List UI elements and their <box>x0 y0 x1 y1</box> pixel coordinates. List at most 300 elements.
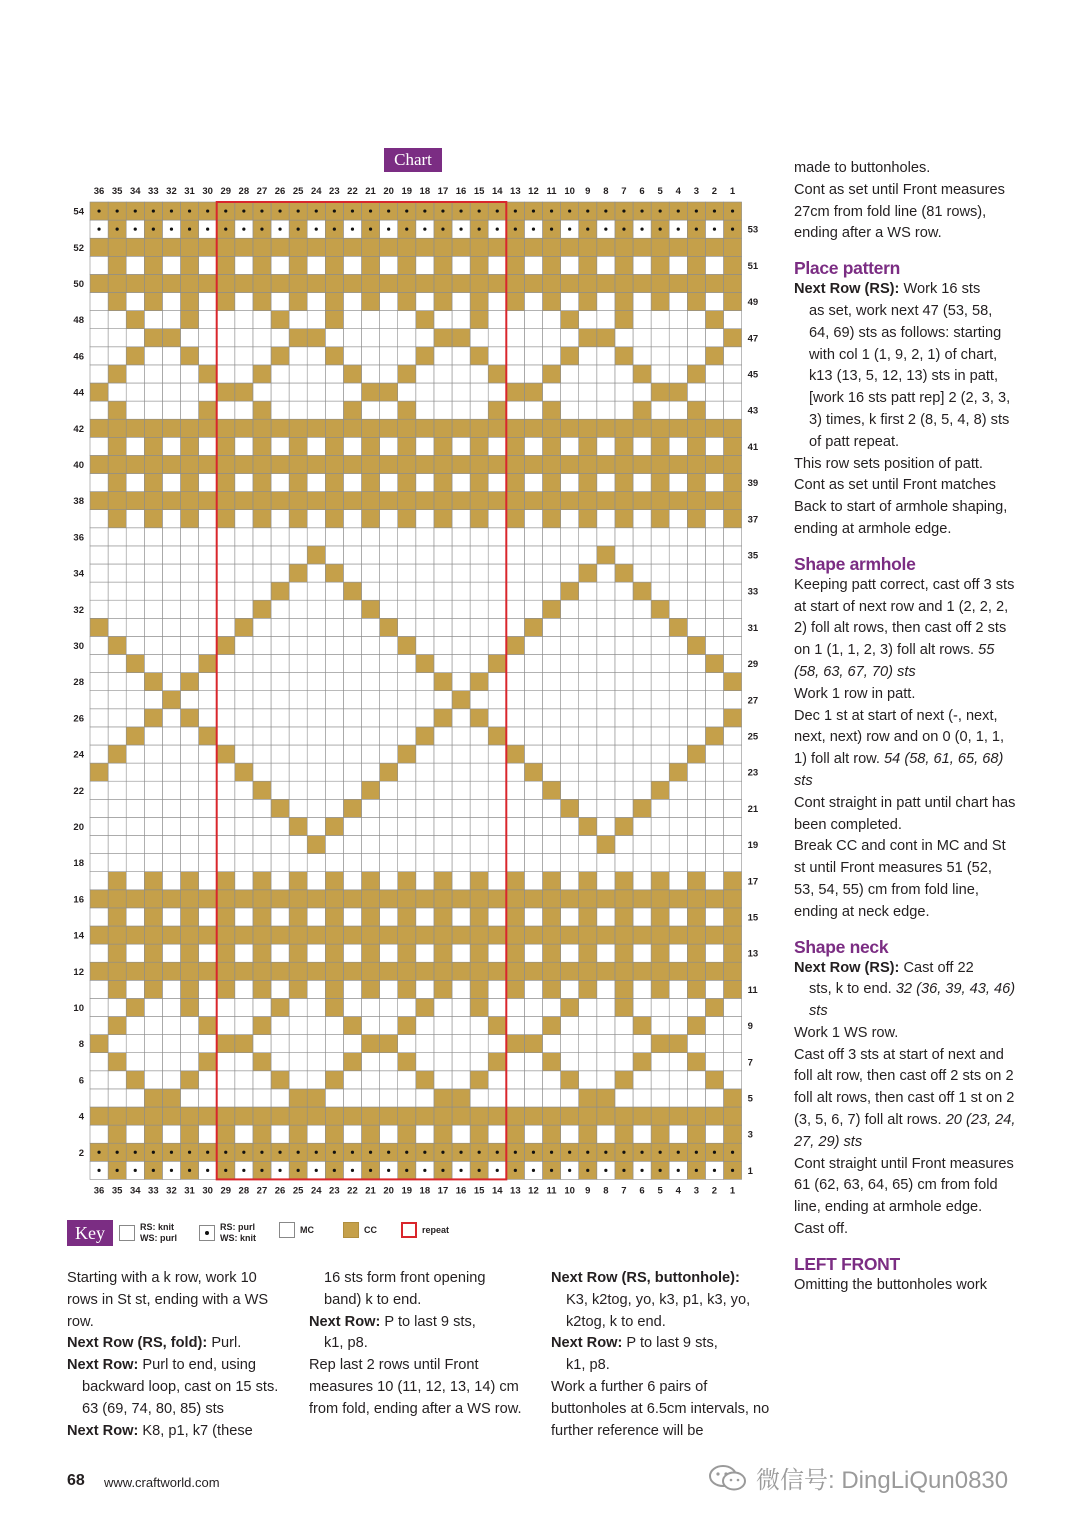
paragraph: Break CC and cont in MC and St st until Front measures 51 (52, 53, 54, 55) cm from fold line, ending at neck edge. <box>794 838 1006 920</box>
chart-cell <box>108 510 126 528</box>
chart-cell <box>669 944 687 962</box>
chart-cell <box>669 383 687 401</box>
chart-cell <box>108 1053 126 1071</box>
chart-cell <box>217 492 235 510</box>
chart-cell <box>434 365 452 383</box>
column-number: 7 <box>621 186 627 197</box>
chart-cell <box>434 655 452 673</box>
chart-cell <box>398 890 416 908</box>
chart-cell <box>199 817 217 835</box>
chart-cell <box>307 528 325 546</box>
chart-cell <box>488 347 506 365</box>
chart-cell <box>126 727 144 745</box>
chart-cell <box>362 745 380 763</box>
chart-cell <box>126 455 144 473</box>
chart-cell <box>307 618 325 636</box>
chart-cell <box>380 781 398 799</box>
chart-cell <box>669 962 687 980</box>
chart-cell <box>579 944 597 962</box>
chart-cell <box>579 980 597 998</box>
chart-cell <box>253 709 271 727</box>
chart-cell <box>181 582 199 600</box>
chart-cell <box>724 1035 742 1053</box>
chart-cell <box>289 691 307 709</box>
chart-cell <box>633 944 651 962</box>
chart-cell <box>724 1053 742 1071</box>
chart-cell <box>325 655 343 673</box>
chart-cell <box>561 238 579 256</box>
chart-cell <box>561 293 579 311</box>
chart-cell <box>597 926 615 944</box>
watermark <box>708 1460 1008 1495</box>
chart-cell <box>398 781 416 799</box>
chart-cell <box>434 745 452 763</box>
chart-cell <box>543 709 561 727</box>
chart-cell <box>398 908 416 926</box>
chart-cell <box>126 926 144 944</box>
chart-cell <box>235 274 253 292</box>
chart-cell <box>162 1035 180 1053</box>
purl-dot <box>568 1151 571 1154</box>
chart-cell <box>651 474 669 492</box>
chart-cell <box>398 564 416 582</box>
chart-cell <box>705 600 723 618</box>
chart-cell <box>126 329 144 347</box>
chart-cell <box>724 890 742 908</box>
chart-cell <box>597 673 615 691</box>
chart-cell <box>633 673 651 691</box>
chart-cell <box>524 1071 542 1089</box>
row-number: 40 <box>73 459 84 471</box>
chart-cell <box>651 365 669 383</box>
chart-cell <box>687 564 705 582</box>
chart-cell <box>687 691 705 709</box>
chart-cell <box>524 492 542 510</box>
chart-cell <box>199 455 217 473</box>
chart-cell <box>398 329 416 347</box>
chart-cell <box>506 944 524 962</box>
purl-dot <box>640 1169 643 1172</box>
chart-cell <box>398 256 416 274</box>
chart-cell <box>162 401 180 419</box>
chart-cell <box>615 528 633 546</box>
chart-cell <box>434 437 452 455</box>
chart-cell <box>307 419 325 437</box>
chart-cell <box>271 274 289 292</box>
chart-cell <box>235 1053 253 1071</box>
purl-dot <box>695 1151 698 1154</box>
chart-cell <box>90 1089 108 1107</box>
purl-dot <box>496 1169 499 1172</box>
chart-cell <box>506 528 524 546</box>
chart-cell <box>506 745 524 763</box>
chart-cell <box>343 727 361 745</box>
purl-dot <box>242 228 245 231</box>
chart-cell <box>543 383 561 401</box>
chart-cell <box>253 582 271 600</box>
chart-cell <box>416 745 434 763</box>
chart-cell <box>488 293 506 311</box>
chart-cell <box>235 510 253 528</box>
chart-cell <box>705 673 723 691</box>
chart-cell <box>253 401 271 419</box>
column-number: 1 <box>729 186 736 197</box>
chart-cell <box>597 944 615 962</box>
chart-cell <box>289 311 307 329</box>
chart-cell <box>669 274 687 292</box>
chart-cell <box>380 1017 398 1035</box>
chart-cell <box>199 564 217 582</box>
purl-dot <box>604 1151 607 1154</box>
chart-cell <box>597 799 615 817</box>
chart-cell <box>362 836 380 854</box>
chart-cell <box>199 745 217 763</box>
chart-cell <box>669 1125 687 1143</box>
chart-cell <box>705 854 723 872</box>
chart-cell <box>362 763 380 781</box>
chart-cell <box>543 329 561 347</box>
chart-cell <box>524 944 542 962</box>
chart-cell <box>199 618 217 636</box>
chart-cell <box>543 455 561 473</box>
chart-cell <box>307 293 325 311</box>
chart-cell <box>253 564 271 582</box>
chart-cell <box>488 383 506 401</box>
chart-cell <box>235 962 253 980</box>
chart-cell <box>705 1017 723 1035</box>
chart-cell <box>669 474 687 492</box>
chart-cell <box>398 799 416 817</box>
chart-cell <box>452 998 470 1016</box>
column-number: 8 <box>603 186 609 197</box>
chart-cell <box>724 238 742 256</box>
chart-cell <box>724 962 742 980</box>
chart-cell <box>398 836 416 854</box>
chart-cell <box>543 1125 561 1143</box>
chart-cell <box>289 582 307 600</box>
chart-cell <box>651 419 669 437</box>
chart-cell <box>597 546 615 564</box>
chart-cell <box>162 980 180 998</box>
chart-cell <box>452 763 470 781</box>
column-number: 22 <box>347 1185 358 1197</box>
chart-cell <box>162 691 180 709</box>
chart-cell <box>615 636 633 654</box>
purl-dot <box>278 209 281 212</box>
chart-cell <box>705 727 723 745</box>
chart-cell <box>398 745 416 763</box>
chart-cell <box>162 293 180 311</box>
chart-cell <box>452 673 470 691</box>
chart-cell <box>579 781 597 799</box>
chart-cell <box>579 419 597 437</box>
chart-cell <box>416 510 434 528</box>
chart-cell <box>235 311 253 329</box>
purl-dot <box>170 228 173 231</box>
chart-cell <box>579 401 597 419</box>
column-number: 34 <box>129 1185 141 1197</box>
chart-cell <box>470 781 488 799</box>
chart-cell <box>669 854 687 872</box>
chart-cell <box>398 582 416 600</box>
chart-cell <box>126 655 144 673</box>
chart-cell <box>561 1017 579 1035</box>
chart-cell <box>452 799 470 817</box>
chart-cell <box>144 492 162 510</box>
row-number: 5 <box>747 1093 753 1105</box>
chart-cell <box>416 727 434 745</box>
chart-cell <box>506 980 524 998</box>
chart-cell <box>398 474 416 492</box>
purl-dot <box>731 1169 734 1172</box>
chart-cell <box>343 492 361 510</box>
chart-cell <box>434 1053 452 1071</box>
chart-cell <box>579 564 597 582</box>
chart-cell <box>126 673 144 691</box>
chart-cell <box>362 636 380 654</box>
chart-cell <box>488 564 506 582</box>
purl-dot <box>152 228 155 231</box>
chart-cell <box>235 401 253 419</box>
chart-cell <box>597 745 615 763</box>
row-number: 35 <box>747 550 759 562</box>
chart-cell <box>144 998 162 1016</box>
chart-cell <box>470 1035 488 1053</box>
chart-cell <box>343 383 361 401</box>
chart-cell <box>144 1071 162 1089</box>
chart-cell <box>235 998 253 1016</box>
chart-cell <box>307 1125 325 1143</box>
chart-cell <box>325 1071 343 1089</box>
chart-cell <box>108 691 126 709</box>
chart-cell <box>108 998 126 1016</box>
chart-cell <box>162 817 180 835</box>
chart-cell <box>235 293 253 311</box>
chart-cell <box>380 998 398 1016</box>
chart-cell <box>343 890 361 908</box>
chart-cell <box>561 1035 579 1053</box>
chart-cell <box>488 528 506 546</box>
paragraph: sts, k to end. 32 (36, 39, 43, 46) sts <box>809 981 1016 1020</box>
chart-cell <box>90 437 108 455</box>
chart-cell <box>398 1035 416 1053</box>
chart-cell <box>506 347 524 365</box>
chart-cell <box>687 600 705 618</box>
chart-cell <box>669 691 687 709</box>
chart-cell <box>434 1017 452 1035</box>
chart-cell <box>470 709 488 727</box>
chart-cell <box>162 528 180 546</box>
chart-cell <box>253 311 271 329</box>
chart-cell <box>561 1071 579 1089</box>
chart-cell <box>633 799 651 817</box>
chart-cell <box>289 546 307 564</box>
chart-cell <box>597 908 615 926</box>
chart-cell <box>90 311 108 329</box>
chart-cell <box>289 419 307 437</box>
chart-cell <box>651 1071 669 1089</box>
chart-cell <box>271 890 289 908</box>
chart-cell <box>199 872 217 890</box>
column-number: 24 <box>310 186 322 197</box>
chart-cell <box>651 293 669 311</box>
chart-cell <box>669 600 687 618</box>
chart-cell <box>253 1089 271 1107</box>
chart-cell <box>524 655 542 673</box>
chart-cell <box>561 419 579 437</box>
chart-cell <box>362 1035 380 1053</box>
chart-cell <box>416 1053 434 1071</box>
column-number: 30 <box>202 186 213 197</box>
chart-cell <box>217 582 235 600</box>
chart-cell <box>633 1125 651 1143</box>
chart-cell <box>633 854 651 872</box>
chart-cell <box>253 1017 271 1035</box>
chart-cell <box>543 528 561 546</box>
chart-cell <box>181 274 199 292</box>
chart-cell <box>488 890 506 908</box>
chart-cell <box>705 311 723 329</box>
chart-cell <box>108 854 126 872</box>
chart-cell <box>126 1035 144 1053</box>
chart-cell <box>470 1089 488 1107</box>
chart-cell <box>633 510 651 528</box>
column-number: 11 <box>546 186 557 197</box>
purl-dot <box>387 1169 390 1172</box>
chart-cell <box>615 691 633 709</box>
chart-cell <box>724 836 742 854</box>
chart-cell <box>651 1089 669 1107</box>
chart-cell <box>199 763 217 781</box>
chart-cell <box>705 691 723 709</box>
chart-cell <box>343 781 361 799</box>
chart-cell <box>380 419 398 437</box>
chart-cell <box>470 256 488 274</box>
chart-cell <box>362 474 380 492</box>
chart-cell <box>506 492 524 510</box>
chart-cell <box>669 347 687 365</box>
chart-cell <box>470 455 488 473</box>
chart-cell <box>579 998 597 1016</box>
purl-dot <box>188 1169 191 1172</box>
chart-cell <box>561 600 579 618</box>
chart-cell <box>651 1053 669 1071</box>
chart-cell <box>561 636 579 654</box>
chart-cell <box>325 546 343 564</box>
chart-cell <box>289 256 307 274</box>
chart-cell <box>235 817 253 835</box>
chart-cell <box>543 636 561 654</box>
chart-cell <box>543 546 561 564</box>
chart-cell <box>543 618 561 636</box>
row-number: 6 <box>78 1075 84 1087</box>
chart-cell <box>289 1053 307 1071</box>
purl-dot <box>441 1151 444 1154</box>
key-label: RS: purl WS: knit <box>220 1222 256 1243</box>
column-number: 13 <box>510 186 521 197</box>
purl-dot <box>170 1151 173 1154</box>
column-number: 28 <box>238 186 250 197</box>
row-number: 45 <box>747 369 759 381</box>
chart-cell <box>470 528 488 546</box>
chart-cell <box>651 256 669 274</box>
chart-cell <box>144 365 162 383</box>
chart-cell <box>271 655 289 673</box>
chart-cell <box>416 817 434 835</box>
chart-cell <box>307 908 325 926</box>
chart-cell <box>90 727 108 745</box>
chart-cell <box>597 709 615 727</box>
chart-cell <box>579 293 597 311</box>
chart-cell <box>687 908 705 926</box>
chart-cell <box>416 836 434 854</box>
purl-dot <box>459 1169 462 1172</box>
chart-cell <box>488 691 506 709</box>
chart-cell <box>126 763 144 781</box>
chart-cell <box>144 890 162 908</box>
chart-cell <box>434 1035 452 1053</box>
chart-cell <box>651 618 669 636</box>
purl-dot <box>550 1169 553 1172</box>
chart-cell <box>561 799 579 817</box>
chart-cell <box>144 1125 162 1143</box>
chart-cell <box>271 980 289 998</box>
chart-cell <box>162 238 180 256</box>
chart-cell <box>235 763 253 781</box>
chart-cell <box>181 347 199 365</box>
text-column-1 <box>67 1268 282 1442</box>
chart-cell <box>416 1125 434 1143</box>
chart-cell <box>651 1035 669 1053</box>
chart-cell <box>199 799 217 817</box>
chart-cell <box>181 546 199 564</box>
chart-cell <box>705 799 723 817</box>
purl-dot <box>387 1151 390 1154</box>
chart-cell <box>687 636 705 654</box>
chart-cell <box>470 817 488 835</box>
purl-dot <box>351 1169 354 1172</box>
chart-cell <box>488 274 506 292</box>
chart-cell <box>343 872 361 890</box>
chart-cell <box>724 564 742 582</box>
chart-cell <box>162 329 180 347</box>
chart-cell <box>615 347 633 365</box>
chart-cell <box>615 329 633 347</box>
chart-cell <box>651 636 669 654</box>
chart-cell <box>181 691 199 709</box>
column-number: 4 <box>675 1185 681 1197</box>
chart-cell <box>162 510 180 528</box>
chart-cell <box>343 673 361 691</box>
chart-cell <box>126 745 144 763</box>
chart-cell <box>271 836 289 854</box>
chart-cell <box>144 238 162 256</box>
chart-cell <box>651 799 669 817</box>
chart-cell <box>488 401 506 419</box>
chart-cell <box>343 799 361 817</box>
chart-cell <box>217 727 235 745</box>
column-number: 21 <box>365 1185 376 1197</box>
chart-cell <box>615 437 633 455</box>
chart-cell <box>162 727 180 745</box>
chart-cell <box>362 618 380 636</box>
column-number: 36 <box>93 186 105 197</box>
chart-cell <box>235 383 253 401</box>
chart-cell <box>687 329 705 347</box>
chart-cell <box>506 655 524 673</box>
chart-cell <box>597 329 615 347</box>
chart-cell <box>597 854 615 872</box>
